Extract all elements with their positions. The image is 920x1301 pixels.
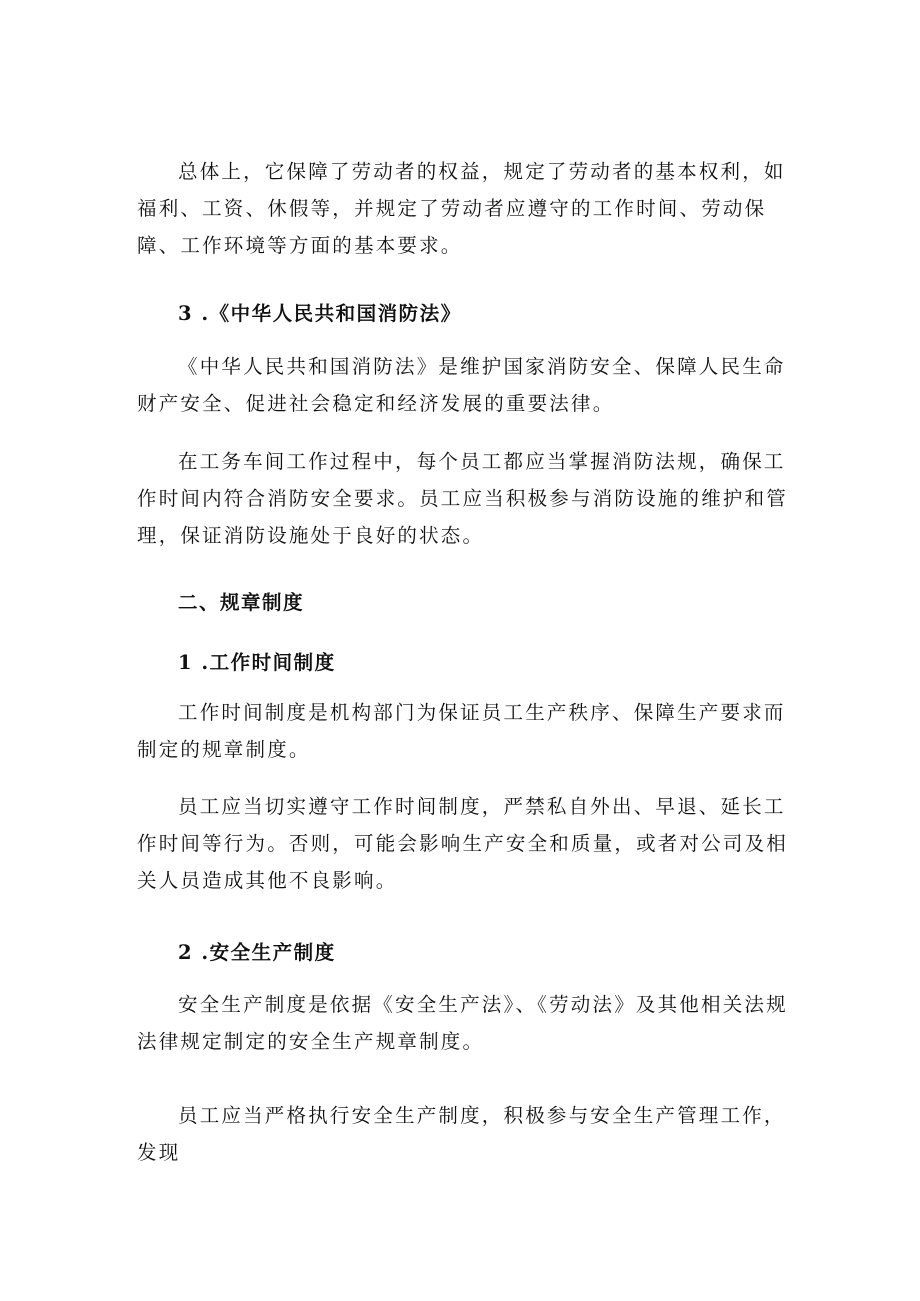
heading-safety-production-system: 2 .安全生产制度 (178, 941, 336, 964)
paragraph-work-time-compliance: 员工应当切实遵守工作时间制度，严禁私自外出、早退、延长工作时间等行为。否则，可能会影响生产安全和质量，或者对公司及相关人员造成其他不良影响。 (137, 795, 789, 892)
heading-fire-protection-law: 3 .《中华人民共和国消防法》 (178, 302, 462, 325)
heading-work-time-system: 1 .工作时间制度 (178, 651, 336, 674)
paragraph-work-time-definition: 工作时间制度是机构部门为保证员工生产秩序、保障生产要求而制定的规章制度。 (137, 701, 786, 761)
paragraph-safety-definition: 安全生产制度是依据《安全生产法》、《劳动法》及其他相关法规法律规定制定的安全生产规章制度。 (137, 993, 788, 1053)
paragraph-safety-compliance: 员工应当严格执行安全生产制度，积极参与安全生产管理工作，发现 (137, 1104, 786, 1164)
paragraph-fire-law-purpose: 《中华人民共和国消防法》是维护国家消防安全、保障人民生命财产安全、促进社会稳定和经济发展的重要法律。 (137, 355, 786, 415)
paragraph-labor-law-summary: 总体上，它保障了劳动者的权益，规定了劳动者的基本权利，如福利、工资、休假等，并规定了劳动者应遵守的工作时间、劳动保障、工作环境等方面的基本要求。 (137, 160, 786, 257)
heading-rules-and-regulations: 二、规章制度 (178, 591, 305, 614)
paragraph-fire-law-workshop: 在工务车间工作过程中，每个员工都应当掌握消防法规，确保工作时间内符合消防安全要求。员工应当积极参与消防设施的维护和管理，保证消防设施处于良好的状态。 (137, 450, 789, 547)
